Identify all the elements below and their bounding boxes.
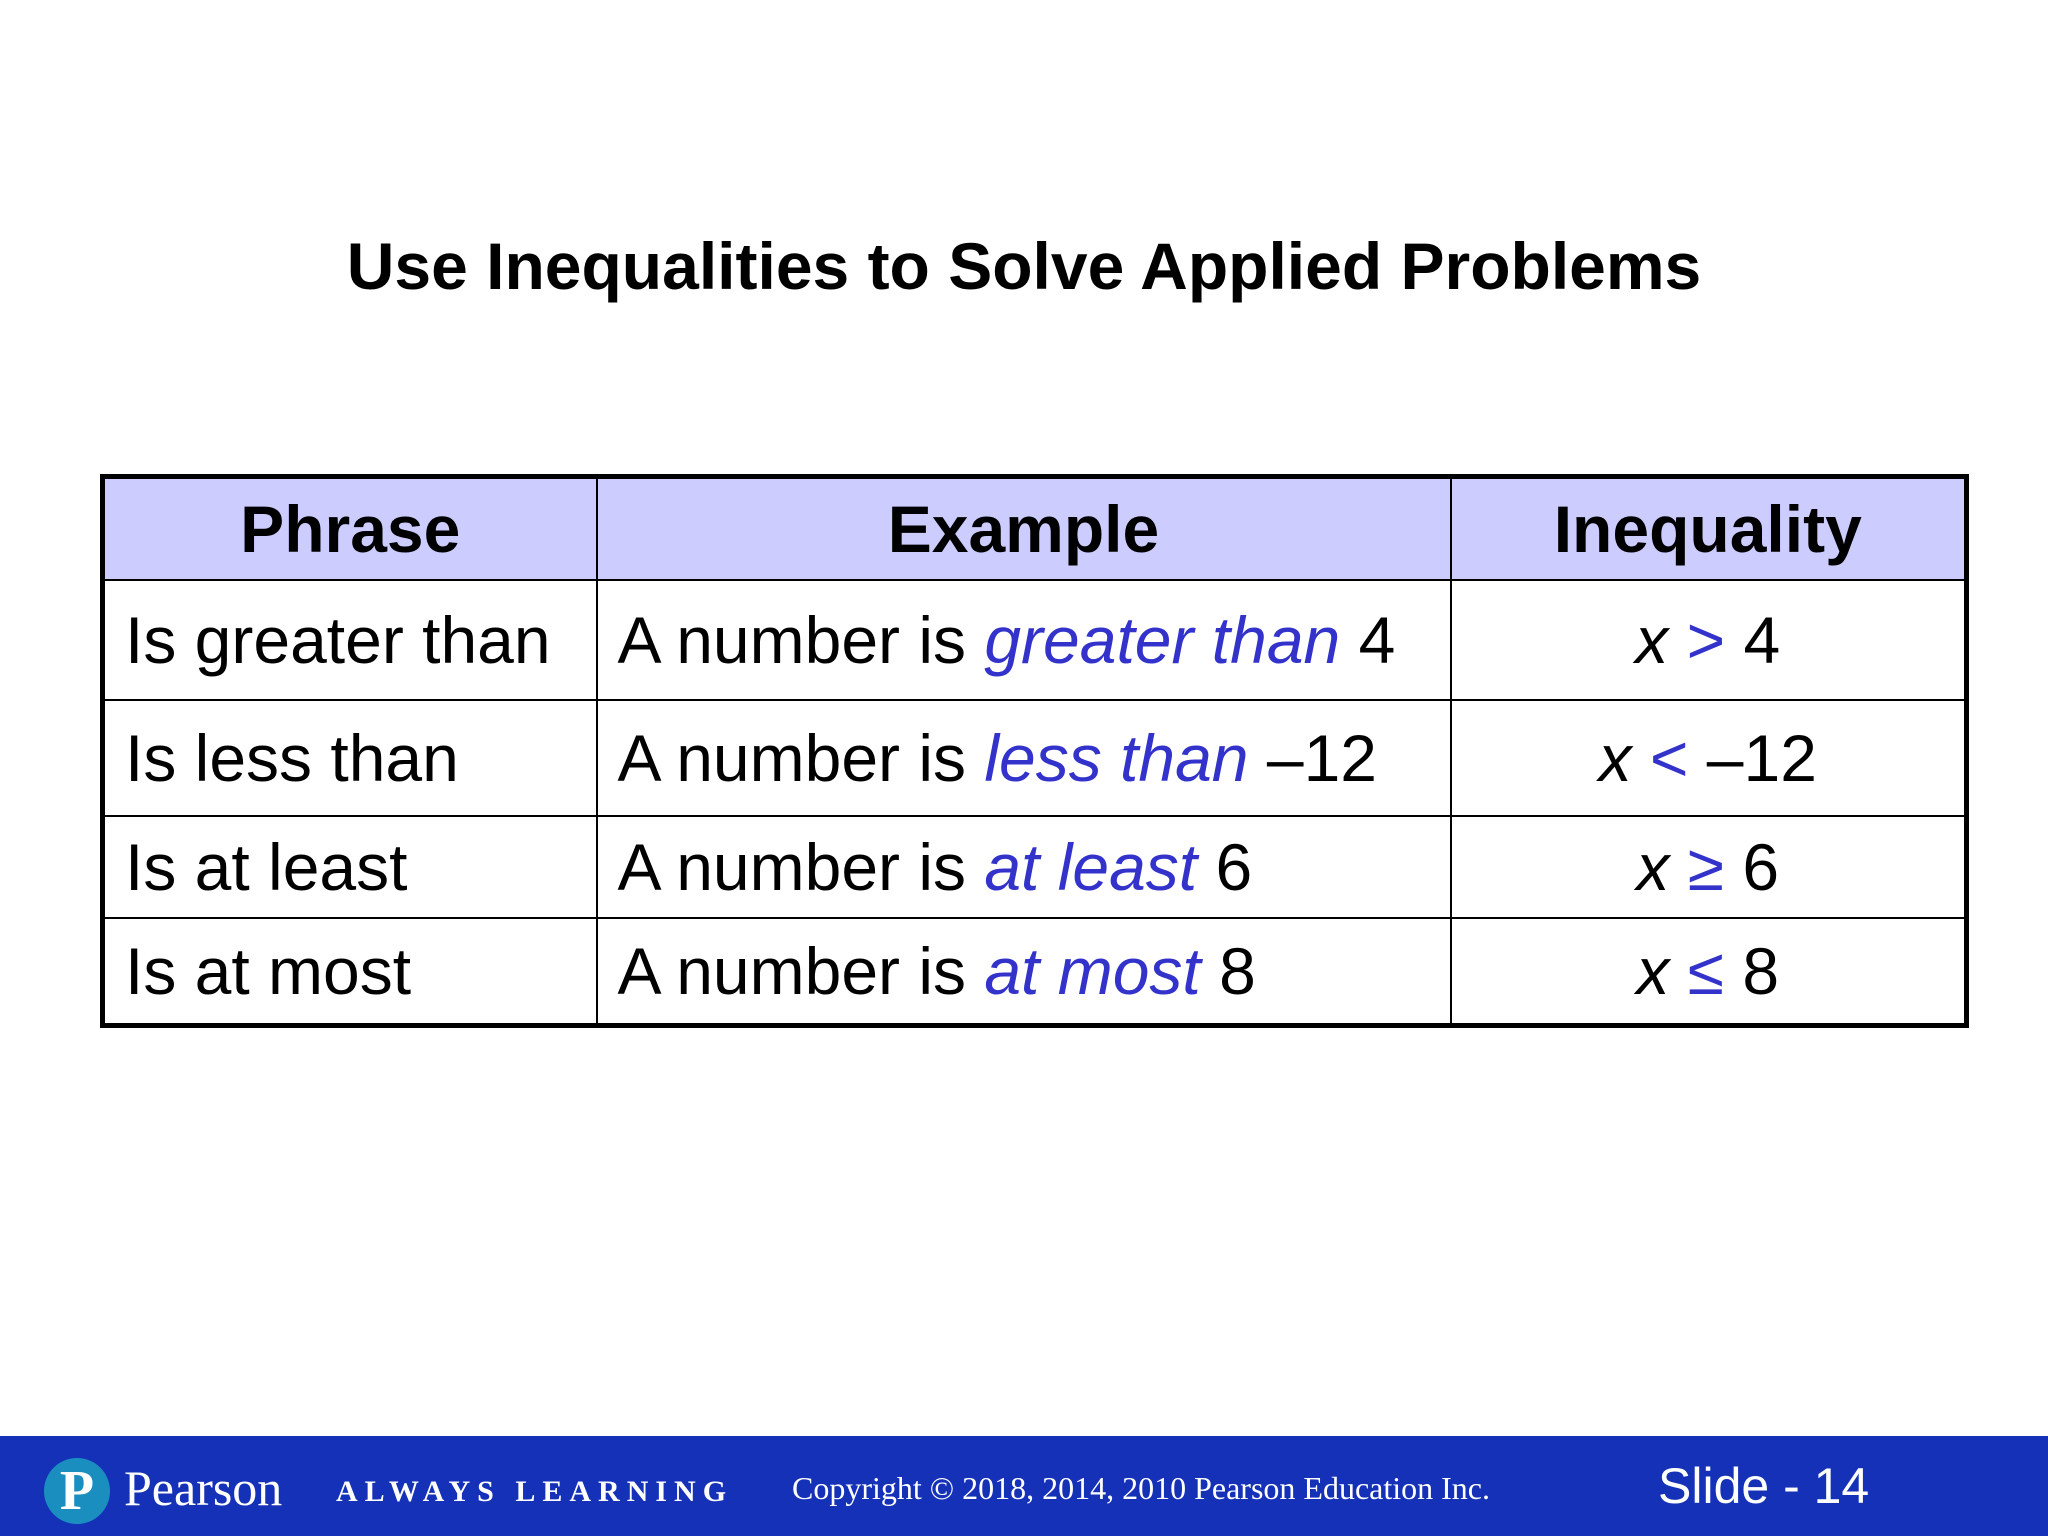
footer-bar: [0, 1436, 2048, 1536]
inequality-variable: x: [1635, 603, 1669, 677]
table-row: [103, 580, 1967, 700]
inequality-operator: ≥: [1687, 830, 1724, 904]
phrase-cell: Is at least: [103, 816, 597, 918]
inequality-variable: x: [1636, 934, 1670, 1008]
copyright-text: Copyright © 2018, 2014, 2010 Pearson Education Inc.: [792, 1470, 1490, 1506]
example-value: 6: [1215, 830, 1253, 904]
example-cell: [597, 700, 1451, 816]
table-row: [103, 918, 1967, 1026]
table-header-row: [103, 477, 1967, 581]
example-value: 4: [1358, 603, 1396, 677]
inequality-operator: >: [1686, 603, 1726, 677]
example-value: –12: [1266, 721, 1377, 795]
phrase-cell: Is greater than: [103, 580, 597, 700]
example-prefix: A number is: [617, 830, 966, 904]
slide-title: Use Inequalities to Solve Applied Problems: [346, 229, 1702, 303]
inequality-variable: x: [1636, 830, 1670, 904]
inequality-cell: [1451, 918, 1967, 1026]
pearson-logo-icon: P: [44, 1458, 110, 1524]
example-cell: [597, 918, 1451, 1026]
phrase-cell: Is less than: [103, 700, 597, 816]
example-prefix: A number is: [617, 934, 966, 1008]
phrase-cell: Is at most: [103, 918, 597, 1026]
table-row: [103, 700, 1967, 816]
inequality-cell: [1451, 816, 1967, 918]
inequality-variable: x: [1598, 721, 1632, 795]
inequality-operator: ≤: [1687, 934, 1724, 1008]
example-highlight: at most: [984, 934, 1201, 1008]
example-cell: [597, 816, 1451, 918]
example-highlight: less than: [984, 721, 1249, 795]
header-phrase: Phrase: [103, 477, 597, 581]
inequality-cell: [1451, 700, 1967, 816]
example-value: 8: [1219, 934, 1256, 1008]
inequality-cell: [1451, 580, 1967, 700]
slide-number: Slide - 14: [1658, 1458, 1870, 1514]
example-highlight: at least: [984, 830, 1198, 904]
table-row: [103, 816, 1967, 918]
inequality-value: 4: [1743, 603, 1781, 677]
inequality-operator: <: [1649, 721, 1689, 795]
header-example: Example: [597, 477, 1451, 581]
pearson-brand: Pearson: [124, 1460, 283, 1516]
example-prefix: A number is: [617, 721, 966, 795]
header-inequality: Inequality: [1451, 477, 1967, 581]
inequality-phrases-table: [100, 474, 1969, 1028]
inequality-value: 8: [1742, 934, 1780, 1008]
example-highlight: greater than: [984, 603, 1341, 677]
tagline: ALWAYS LEARNING: [336, 1475, 734, 1508]
example-prefix: A number is: [617, 603, 966, 677]
inequality-value: –12: [1706, 721, 1817, 795]
inequality-value: 6: [1742, 830, 1780, 904]
example-cell: [597, 580, 1451, 700]
